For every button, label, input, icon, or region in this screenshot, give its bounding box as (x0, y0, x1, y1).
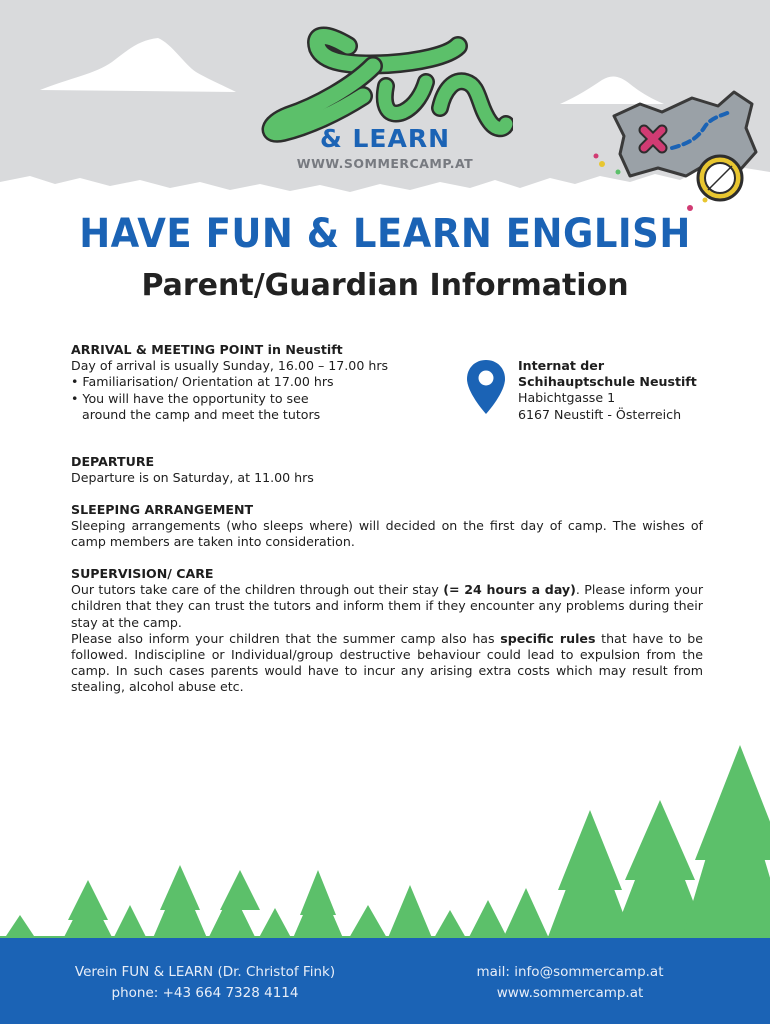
footer-online (420, 962, 720, 1004)
supervision-section (71, 566, 703, 696)
page-subtitle: Parent/Guardian Information (141, 268, 629, 303)
departure-section (71, 454, 703, 486)
footer-contact (30, 962, 380, 1004)
arrival-line: • You will have the opportunity to see (71, 390, 309, 406)
camp-address (518, 358, 748, 423)
address-name: Schihauptschule Neustift (518, 374, 697, 390)
footer-website[interactable]: www.sommercamp.at (496, 985, 644, 1001)
treasure-map-icon (600, 78, 770, 213)
sleeping-text: Sleeping arrangements (who sleeps where) will decided on the first day of camp. The wishes of camp members are taken into consideration. (71, 518, 703, 550)
rules-paragraph (71, 631, 703, 696)
arrival-section (71, 342, 451, 423)
footer-phone[interactable]: phone: +43 664 7328 4114 (111, 985, 299, 1001)
address-city: 6167 Neustift - Österreich (518, 406, 682, 422)
location-pin-icon (466, 359, 506, 415)
page-title: HAVE FUN & LEARN ENGLISH (79, 210, 691, 257)
address-name: Internat der (518, 358, 605, 373)
departure-text: Departure is on Saturday, at 11.00 hrs (71, 470, 314, 486)
supervision-heading: SUPERVISION/ CARE (71, 566, 214, 581)
arrival-line: • Familiarisation/ Orientation at 17.00 hrs (71, 374, 334, 390)
rules-text: Please also inform your children that the summer camp also has (71, 630, 501, 646)
logo-url: WWW.SOMMERCAMP.AT (296, 156, 474, 171)
footer-organisation: Verein FUN & LEARN (Dr. Christof Fink) (74, 964, 336, 980)
footer-mail[interactable]: mail: info@sommercamp.at (476, 964, 664, 980)
supervision-paragraph (71, 582, 703, 631)
arrival-line: Day of arrival is usually Sunday, 16.00 – 17.00 hrs (71, 358, 389, 374)
address-street: Habichtgasse 1 (518, 390, 616, 406)
rules-text: that have to be followed. Indiscipline or Individual/group destructive behaviour could lead to expulsion from the camp. In such cases parents would have to incur any arising extra costs which may result from stealing, alcohol abuse etc. (71, 630, 703, 695)
sleeping-section (71, 502, 703, 551)
departure-heading: DEPARTURE (71, 454, 155, 469)
logo-learn-text: & LEARN (319, 124, 451, 153)
forest-icon (0, 740, 770, 960)
supervision-text: Our tutors take care of the children through out their stay (71, 582, 444, 598)
supervision-emphasis: (= 24 hours a day) (443, 582, 576, 598)
arrival-line: around the camp and meet the tutors (82, 406, 321, 422)
supervision-text: . Please inform your children that they can trust the tutors and inform them if they encounter any problems during their stay at the camp. (71, 582, 703, 630)
sleeping-heading: SLEEPING ARRANGEMENT (71, 502, 254, 517)
rules-emphasis: specific rules (500, 630, 596, 646)
arrival-heading: ARRIVAL & MEETING POINT in Neustift (71, 342, 343, 357)
footer (0, 938, 770, 1024)
